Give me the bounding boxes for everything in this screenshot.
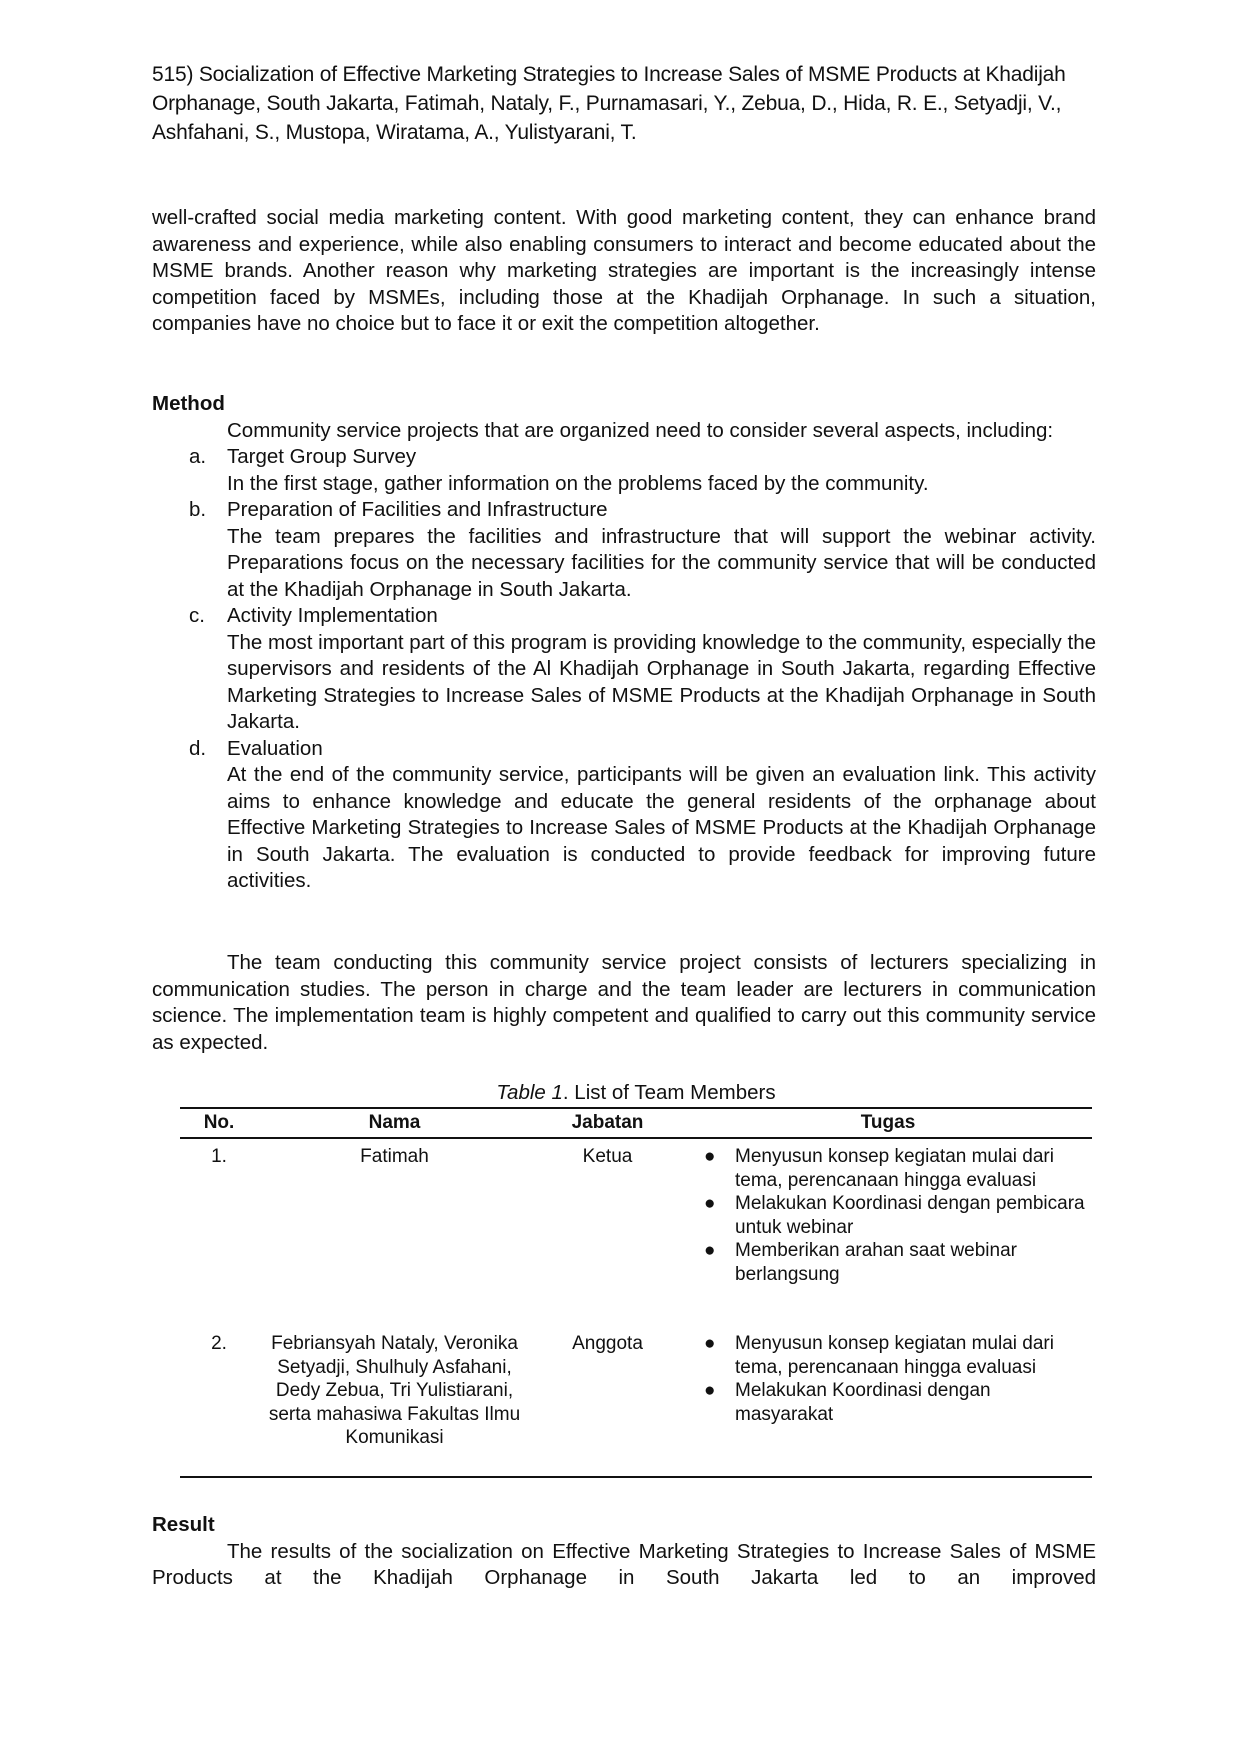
method-step bbox=[152, 497, 1096, 603]
column-header-tugas: Tugas bbox=[860, 1112, 916, 1134]
cell-nama: Fatimah bbox=[360, 1146, 429, 1167]
task-text: Melakukan Koordinasi dengan masyarakat bbox=[735, 1380, 991, 1425]
task-text: Melakukan Koordinasi dengan pembicara untuk webinar bbox=[735, 1193, 1085, 1238]
step-marker: b. bbox=[189, 498, 207, 521]
task-item bbox=[688, 1332, 1088, 1379]
step-marker: a. bbox=[189, 445, 207, 468]
task-item bbox=[688, 1239, 1088, 1286]
table-caption-text: . List of Team Members bbox=[562, 1081, 776, 1104]
bullet-icon: ● bbox=[704, 1240, 716, 1261]
bullet-icon: ● bbox=[704, 1146, 716, 1167]
result-section bbox=[152, 1512, 1096, 1592]
task-list bbox=[688, 1332, 1088, 1426]
method-step bbox=[152, 736, 1096, 895]
cell-nama: Febriansyah Nataly, Veronika Setyadji, Shulhuly Asfahani, Dedy Zebua, Tri Yulistiarani, serta mahasiwa Fakultas Ilmu Komunikasi bbox=[268, 1333, 521, 1448]
bullet-icon: ● bbox=[704, 1380, 716, 1401]
step-desc: At the end of the community service, participants will be given an evaluation link. This activity aims to enhance knowledge and educate the general residents of the orphanage about Effective Marketing Strategies to Increase Sales of MSME Products at the Khadijah Orphanage in South Jakarta. The evaluation is conducted to provide feedback for improving future activities. bbox=[227, 763, 1096, 892]
result-paragraph: The results of the socialization on Effective Marketing Strategies to Increase Sales of MSME Products at the Khadijah Orphanage in South Jakarta led to an improved bbox=[152, 1539, 1096, 1589]
method-step bbox=[152, 603, 1096, 736]
task-item bbox=[688, 1145, 1088, 1192]
step-marker: d. bbox=[189, 736, 207, 760]
step-title: Preparation of Facilities and Infrastructure bbox=[227, 498, 608, 521]
method-heading: Method bbox=[152, 392, 225, 415]
step-title: Target Group Survey bbox=[227, 445, 417, 468]
column-header-nama: Nama bbox=[368, 1112, 421, 1134]
task-text: Memberikan arahan saat webinar berlangsung bbox=[735, 1240, 1017, 1285]
column-header-no: No. bbox=[203, 1112, 235, 1134]
task-text: Menyusun konsep kegiatan mulai dari tema, perencanaan hingga evaluasi bbox=[735, 1333, 1054, 1378]
method-steps-list bbox=[152, 444, 1096, 895]
step-title: Activity Implementation bbox=[227, 604, 438, 627]
team-paragraph: The team conducting this community service project consists of lecturers specializing in communication studies. The person in charge and the team leader are lecturers in communication science. The implementation team is highly competent and qualified to carry out this community service as expected. bbox=[152, 951, 1096, 1054]
method-lead: Community service projects that are organized need to consider several aspects, including: bbox=[227, 418, 1054, 442]
cell-tugas bbox=[684, 1326, 1092, 1477]
table-caption-label: Table 1 bbox=[496, 1081, 563, 1104]
cell-no: 1. bbox=[211, 1146, 227, 1167]
cell-jabatan: Anggota bbox=[572, 1333, 643, 1354]
team-members-table bbox=[180, 1107, 1092, 1478]
step-desc: In the first stage, gather information on the problems faced by the community. bbox=[227, 471, 929, 495]
column-header-jabatan: Jabatan bbox=[571, 1112, 644, 1134]
step-desc: The team prepares the facilities and infrastructure that will support the webinar activity. Preparations focus on the necessary facilities for the community service that will be conducted at the Khadijah Orphanage in South Jakarta. bbox=[227, 524, 1096, 601]
intro-paragraph: well-crafted social media marketing content. With good marketing content, they can enhance brand awareness and experience, while also enabling consumers to interact and become educated about the MSME brands. Another reason why marketing strategies are important is the increasingly intense competition faced by MSMEs, including those at the Khadijah Orphanage. In such a situation, companies have no choice but to face it or exit the competition altogether. bbox=[152, 206, 1096, 335]
result-heading: Result bbox=[152, 1513, 215, 1536]
cell-tugas bbox=[684, 1138, 1092, 1326]
cell-no: 2. bbox=[211, 1333, 227, 1354]
method-step bbox=[152, 444, 1096, 497]
step-desc: The most important part of this program is providing knowledge to the community, especially the supervisors and residents of the Al Khadijah Orphanage in South Jakarta, regarding Effective Marketing Strategies to Increase Sales of MSME Products at the Khadijah Orphanage in South Jakarta. bbox=[227, 630, 1096, 733]
task-item bbox=[688, 1379, 1088, 1426]
cell-jabatan: Ketua bbox=[582, 1146, 633, 1167]
step-title: Evaluation bbox=[227, 736, 323, 760]
table-caption bbox=[180, 1080, 1092, 1106]
task-list bbox=[688, 1145, 1088, 1286]
table-row bbox=[180, 1326, 1092, 1477]
step-marker: c. bbox=[189, 604, 205, 627]
table-header-row bbox=[180, 1108, 1092, 1138]
bullet-icon: ● bbox=[704, 1333, 716, 1354]
table-row bbox=[180, 1138, 1092, 1326]
method-section bbox=[152, 391, 1096, 895]
task-item bbox=[688, 1192, 1088, 1239]
bullet-icon: ● bbox=[704, 1193, 716, 1214]
running-header: 515) Socialization of Effective Marketing Strategies to Increase Sales of MSME Products at Khadijah Orphanage, South Jakarta, Fatimah, Nataly, F., Purnamasari, Y., Zebua, D., Hida, R. E., Setyadji, V., Ashfahani, S., Mustopa, Wiratama, A., Yulistyarani, T. bbox=[152, 63, 1066, 144]
task-text: Menyusun konsep kegiatan mulai dari tema, perencanaan hingga evaluasi bbox=[735, 1146, 1054, 1191]
